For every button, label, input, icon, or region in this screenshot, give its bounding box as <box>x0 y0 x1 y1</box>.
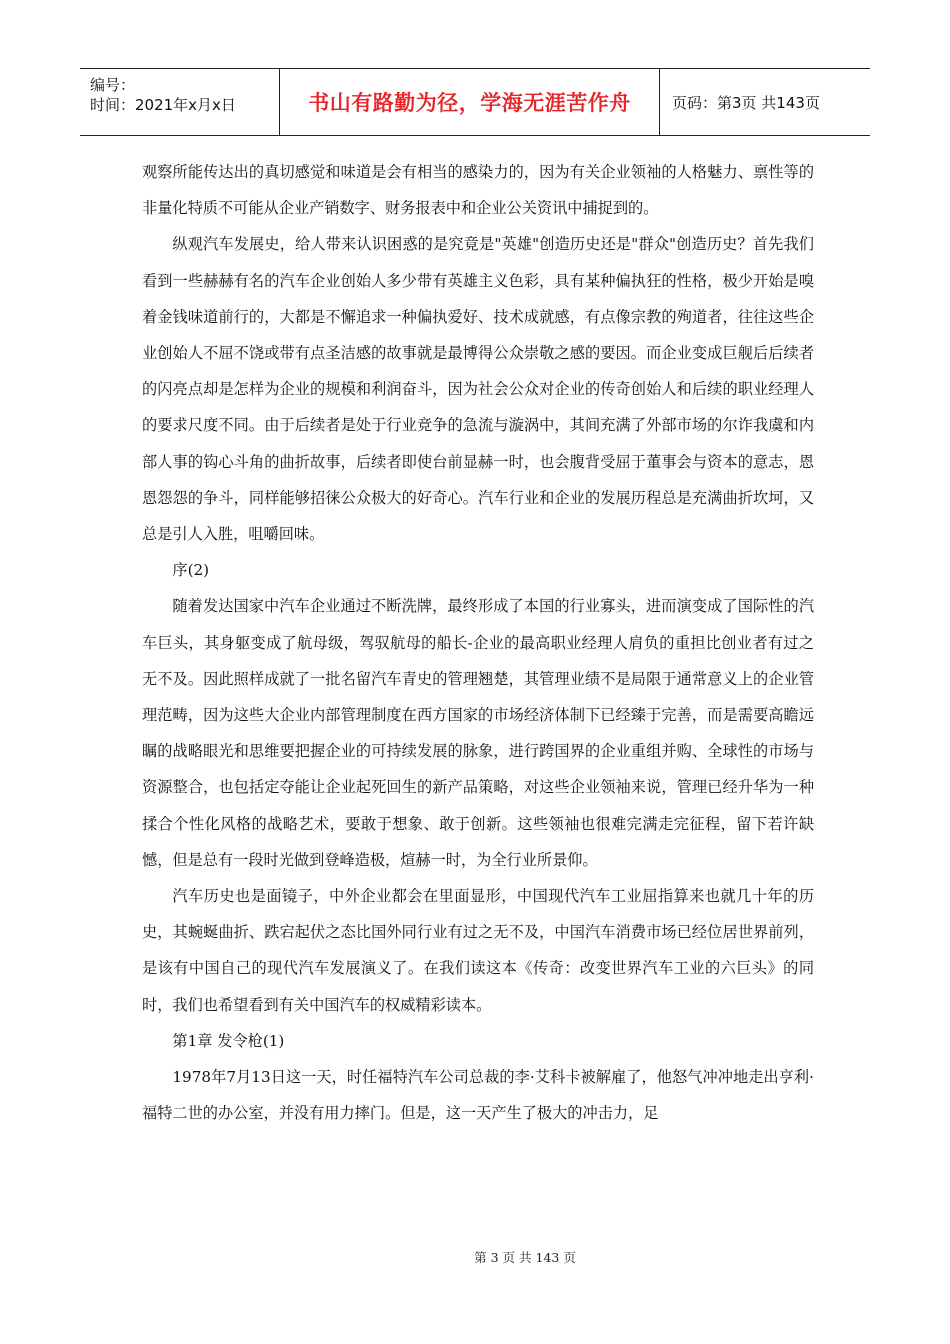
header-page-info: 页码：第3页 共143页 <box>672 93 820 112</box>
paragraph: 观察所能传达出的真切感觉和味道是会有相当的感染力的，因为有关企业领袖的人格魅力、禀性等的非量化特质不可能从企业产销数字、财务报表中和企业公关资讯中捕捉到的。 <box>142 163 814 218</box>
document-body <box>142 154 814 1131</box>
page-footer: 第 3 页 共 143 页 <box>474 1250 576 1265</box>
paragraph: 随着发达国家中汽车企业通过不断洗牌，最终形成了本国的行业寡头，进而演变成了国际性的汽车巨头，其身躯变成了航母级，驾驭航母的船长-企业的最高职业经理人肩负的重担比创业者有过之无不及。因此照样成就了一批名留汽车青史的管理翘楚，其管理业绩不是局限于通常意义上的企业管理范畴，因为这些大企业内部管理制度在西方国家的市场经济体制下已经臻于完善，而是需要高瞻远瞩的战略眼光和思维要把握企业的可持续发展的脉象，进行跨国界的企业重组并购、全球性的市场与资源整合，也包括定夺能让企业起死回生的新产品策略，对这些企业领袖来说，管理已经升华为一种揉合个性化风格的战略艺术，要敢于想象、敢于创新。这些领袖也很难完满走完征程，留下若许缺憾，但是总有一段时光做到登峰造极，煊赫一时，为全行业所景仰。 <box>142 597 814 869</box>
time-label: 时间：2021年x月x日 <box>90 96 236 114</box>
paragraph: 汽车历史也是面镜子，中外企业都会在里面显形，中国现代汽车工业屈指算来也就几十年的历史，其蜿蜒曲折、跌宕起伏之态比国外同行业有过之无不及，中国汽车消费市场已经位居世界前列，是该有中国自己的现代汽车发展演义了。在我们读这本《传奇：改变世界汽车工业的六巨头》的同时，我们也希望看到有关中国汽车的权威精彩读本。 <box>142 887 814 1014</box>
chapter-heading: 第1章 发令枪(1) <box>172 1031 285 1050</box>
code-label: 编号： <box>90 76 136 94</box>
header-motto: 书山有路勤为径，学海无涯苦作舟 <box>280 69 660 135</box>
paragraph: 纵观汽车发展史，给人带来认识困惑的是究竟是"英雄"创造历史还是"群众"创造历史？首先我们看到一些赫赫有名的汽车企业创始人多少带有英雄主义色彩，具有某种偏执狂的性格，极少开始是嗅着金钱味道前行的，大都是不懈追求一种偏执爱好、技术成就感，有点像宗教的殉道者，往往这些企业创始人不屈不饶或带有点圣洁感的故事就是最博得公众崇敬之感的要因。而企业变成巨舰后后续者的闪亮点却是怎样为企业的规模和利润奋斗，因为社会公众对企业的传奇创始人和后续的职业经理人的要求尺度不同。由于后续者是处于行业竞争的急流与漩涡中，其间充满了外部市场的尔诈我虞和内部人事的钩心斗角的曲折故事，后续者即使台前显赫一时，也会腹背受屈于董事会与资本的意志，恩恩怨怨的争斗，同样能够招徕公众极大的好奇心。汽车行业和企业的发展历程总是充满曲折坎坷，又总是引人入胜，咀嚼回味。 <box>142 235 814 544</box>
header-table <box>80 68 870 136</box>
section-heading: 序(2) <box>172 561 210 580</box>
paragraph: 1978年7月13日这一天，时任福特汽车公司总裁的李·艾科卡被解雇了，他怒气冲冲地走出亨利·福特二世的办公室，并没有用力摔门。但是，这一天产生了极大的冲击力，足 <box>142 1068 814 1123</box>
header-meta <box>80 69 280 135</box>
